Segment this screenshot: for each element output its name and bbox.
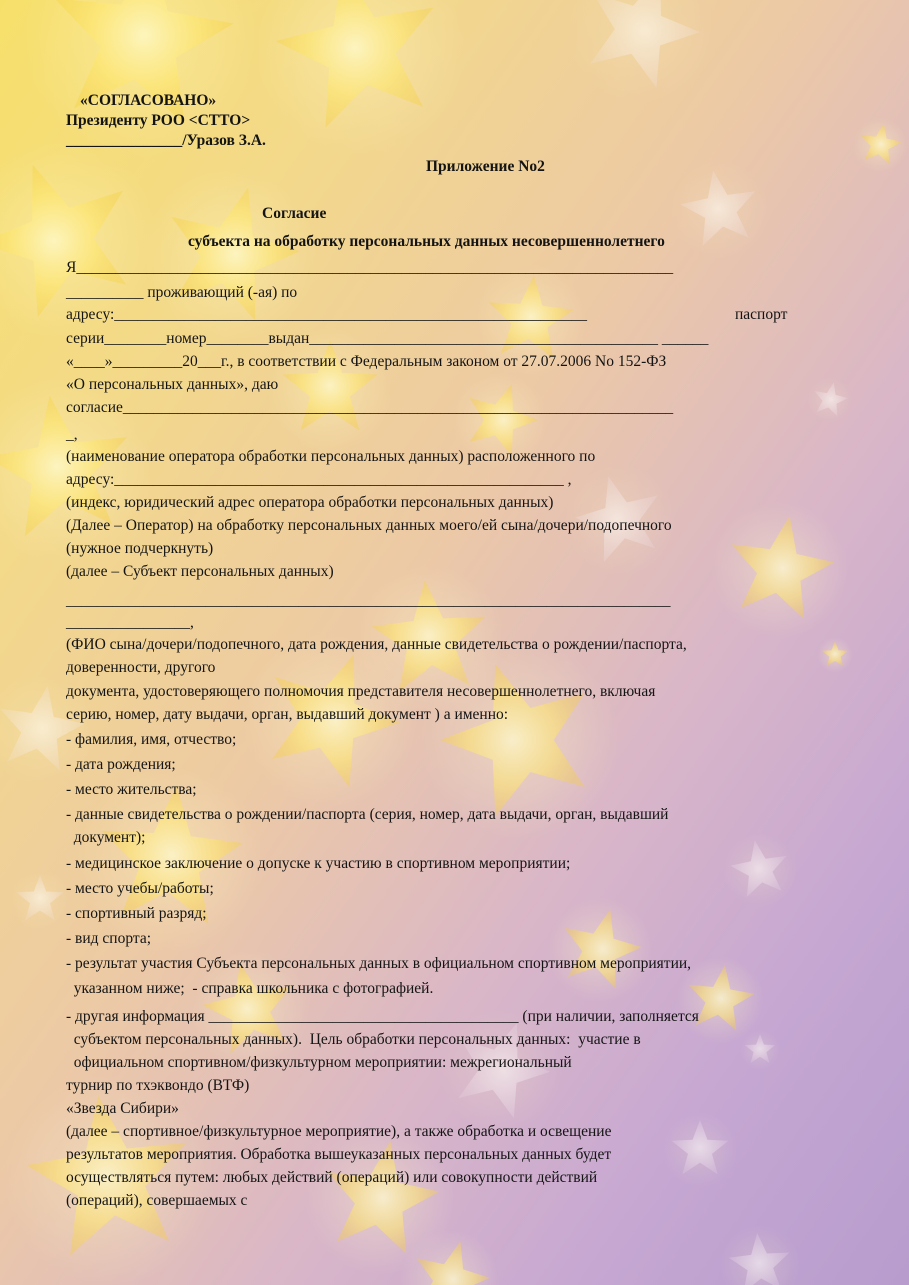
operator-processing-line: (Далее – Оператор) на обработку персональных данных моего/ей сына/дочери/подопечного (66, 517, 672, 534)
results-line: результатов мероприятия. Обработка вышеуказанных персональных данных будет (66, 1146, 612, 1163)
list-item: - медицинское заключение о допуске к участию в спортивном мероприятии; (66, 855, 571, 872)
child-fio-field-end: ________________, (66, 614, 194, 631)
purpose-line-2: официальном спортивном/физкультурном мероприятии: межрегиональный (66, 1054, 572, 1071)
tournament-title: «Звезда Сибири» (66, 1100, 179, 1117)
processing-line-2: (операций), совершаемых с (66, 1192, 248, 1209)
appendix-number: Приложение No2 (426, 158, 545, 175)
list-item: - другая информация ________________________________________ (при наличии, заполняется (66, 1008, 699, 1025)
purpose-line: субъектом персональных данных). Цель обработки персональных данных: участие в (66, 1031, 641, 1048)
consent-field: согласие_______________________________________________________________________ (66, 399, 674, 416)
operator-note: (наименование оператора обработки персональных данных) расположенного по (66, 448, 596, 465)
document-note-2: серию, номер, дату выдачи, орган, выдавший документ ) а именно: (66, 706, 509, 723)
residence-line: __________ проживающий (-ая) по (66, 284, 298, 301)
tournament-name: турнир по тхэквондо (ВТФ) (66, 1077, 250, 1094)
list-item: - фамилия, имя, отчество; (66, 731, 237, 748)
operator-address-note: (индекс, юридический адрес оператора обработки персональных данных) (66, 494, 554, 511)
event-line: (далее – спортивное/физкультурное мероприятие), а также обработка и освещение (66, 1123, 612, 1140)
processing-line: осуществляться путем: любых действий (операций) или совокупности действий (66, 1169, 598, 1186)
address-field: адресу:_____________________________________________________________ (66, 306, 588, 323)
document-note: документа, удостоверяющего полномочия представителя несовершеннолетнего, включая (66, 683, 656, 700)
subject-line: (далее – Субъект персональных данных) (66, 563, 334, 580)
list-item: - место учебы/работы; (66, 880, 214, 897)
passport-label: паспорт (735, 306, 788, 323)
list-item: - спортивный разряд; (66, 905, 207, 922)
underline-note: (нужное подчеркнуть) (66, 540, 214, 557)
operator-address-field: адресу:__________________________________________________________ , (66, 471, 572, 488)
signature-line: _______________/Уразов З.А. (66, 132, 266, 149)
child-fio-note: (ФИО сына/дочери/подопечного, дата рождения, данные свидетельства о рождении/паспорта, (66, 636, 687, 653)
passport-series-field: серии________номер________выдан_____________________________________________ ______ (66, 330, 709, 347)
list-item: - дата рождения; (66, 756, 176, 773)
document-subtitle: субъекта на обработку персональных данных несовершеннолетнего (188, 233, 665, 250)
date-law-line: «____»_________20___г., в соответствии с Федеральным законом от 27.07.2006 No 152-ФЗ (66, 353, 667, 370)
child-fio-note-2: доверенности, другого (66, 659, 216, 676)
law-name-line: «О персональных данных», даю (66, 376, 279, 393)
list-item: - данные свидетельства о рождении/паспорта (серия, номер, дата выдачи, орган, выдавший (66, 806, 669, 823)
list-item: - вид спорта; (66, 930, 152, 947)
document-title: Согласие (262, 205, 327, 222)
agreed-stamp: «СОГЛАСОВАНО» (80, 92, 217, 109)
list-item: - результат участия Субъекта персональных данных в официальном спортивном мероприятии, (66, 955, 692, 972)
list-item-cont: указанном ниже; - справка школьника с фотографией. (66, 980, 434, 997)
fio-field: Я_____________________________________________________________________________ (66, 259, 674, 276)
list-item-cont: документ); (66, 829, 146, 846)
list-item: - место жительства; (66, 781, 197, 798)
consent-field-end: _, (66, 426, 78, 443)
president-line: Президенту РОО <СТТО> (66, 112, 251, 129)
child-fio-field: ______________________________________________________________________________ (66, 592, 671, 609)
